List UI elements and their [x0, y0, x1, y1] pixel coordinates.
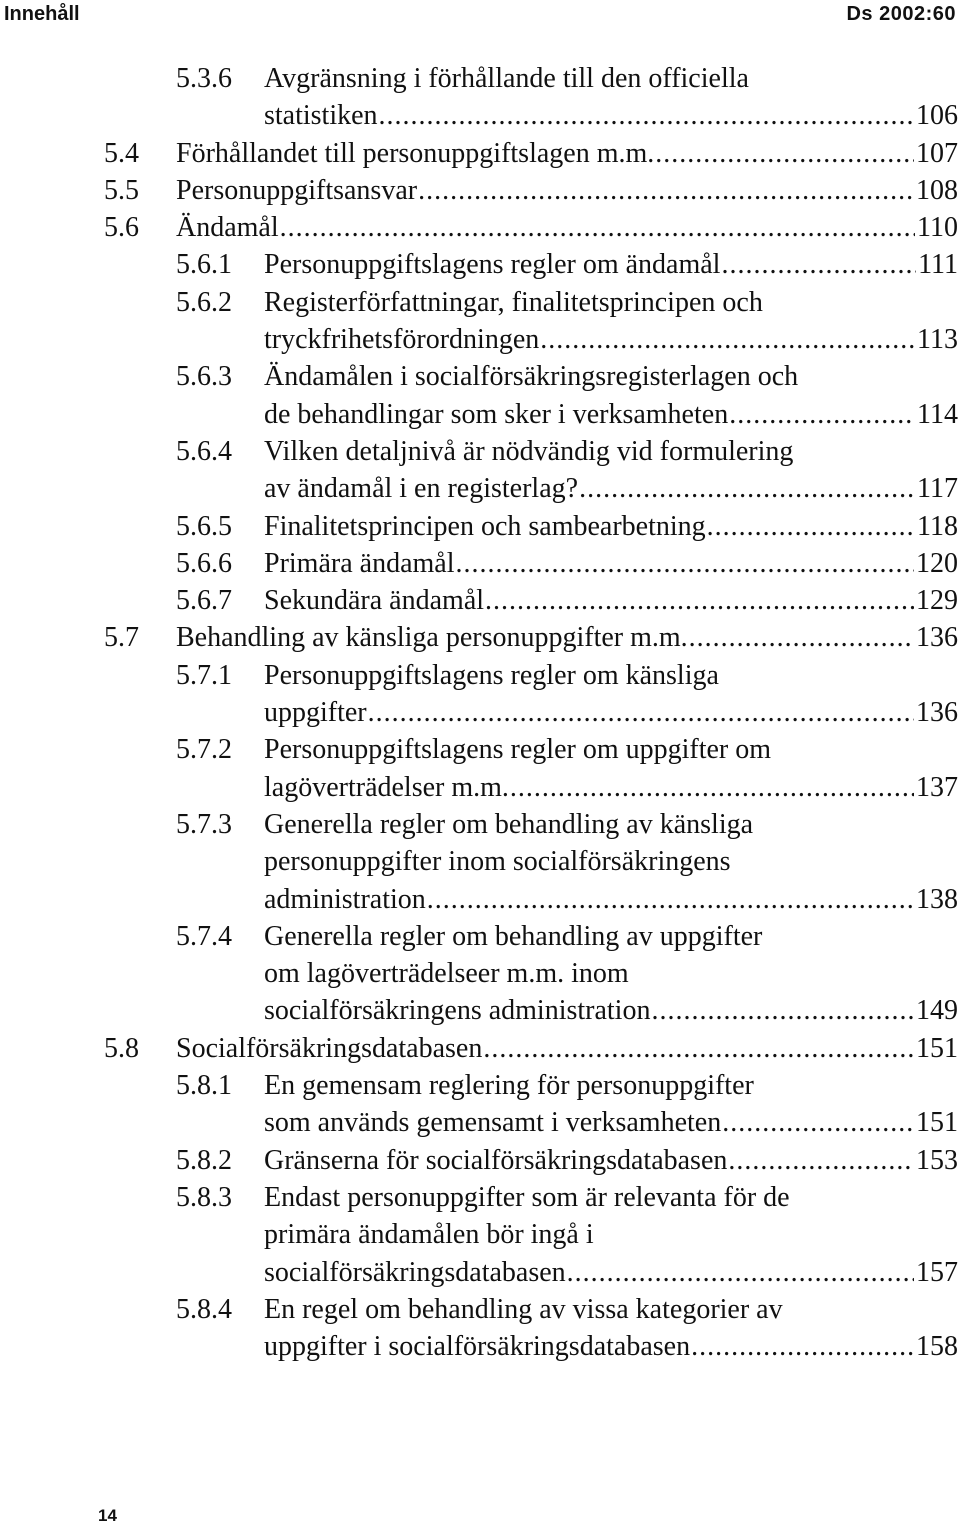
- toc-entry: [0, 508, 960, 545]
- toc-entry-title: Primära ändamål: [264, 547, 455, 579]
- section-label: Innehåll: [4, 3, 80, 25]
- toc-entry-page: 157: [916, 1256, 958, 1288]
- table-of-contents: [0, 60, 960, 1365]
- toc-entry-number: 5.6.2: [176, 286, 232, 318]
- dot-leader: [485, 582, 914, 619]
- toc-entry-number: 5.7.3: [176, 808, 232, 840]
- toc-entry-title: Personuppgiftsansvar: [176, 174, 418, 206]
- toc-entry: [0, 1179, 960, 1291]
- toc-entry: [0, 806, 960, 918]
- toc-entry-number: 5.6.6: [176, 547, 232, 579]
- toc-entry-title: de behandlingar som sker i verksamheten: [264, 398, 729, 430]
- toc-entry-title: Sekundära ändamål: [264, 585, 485, 617]
- toc-entry-title: Vilken detaljnivå är nödvändig vid formulering: [264, 435, 794, 467]
- toc-entry-page: 151: [916, 1032, 958, 1064]
- toc-entry: [0, 172, 960, 209]
- toc-entry-title: Generella regler om behandling av känsliga: [264, 808, 754, 840]
- toc-entry-title: socialförsäkringens administration: [264, 995, 651, 1027]
- toc-entry: [0, 1030, 960, 1067]
- toc-entry-number: 5.7.2: [176, 734, 232, 766]
- toc-entry-page: 158: [916, 1331, 958, 1363]
- dot-leader: [655, 135, 914, 172]
- toc-entry-page: 136: [916, 622, 958, 654]
- toc-entry-title: Personuppgiftslagens regler om ändamål: [264, 249, 721, 281]
- toc-entry-number: 5.8: [104, 1032, 139, 1064]
- toc-entry-title: En regel om behandling av vissa kategorier av: [264, 1293, 783, 1325]
- toc-entry: [0, 1142, 960, 1179]
- document-id: Ds 2002:60: [846, 3, 956, 25]
- toc-entry: [0, 545, 960, 582]
- toc-entry-page: 111: [918, 249, 958, 281]
- toc-entry-page: 108: [916, 174, 958, 206]
- toc-entry: [0, 1067, 960, 1142]
- toc-entry-page: 113: [917, 324, 958, 356]
- toc-entry-title: som används gemensamt i verksamheten: [264, 1107, 722, 1139]
- dot-leader: [707, 508, 915, 545]
- toc-entry-title: Gränserna för socialförsäkringsdatabasen: [264, 1144, 728, 1176]
- toc-entry-number: 5.6.1: [176, 249, 232, 281]
- toc-entry-page: 153: [916, 1144, 958, 1176]
- toc-entry-page: 117: [917, 473, 958, 505]
- toc-entry-title: Endast personuppgifter som är relevanta för de: [264, 1181, 790, 1213]
- toc-entry-title: Ändamål: [176, 212, 279, 244]
- toc-entry: [0, 284, 960, 359]
- toc-entry-title: om lagöverträdelseer m.m. inom: [264, 958, 629, 990]
- toc-entry-number: 5.6: [104, 212, 139, 244]
- dot-leader: [728, 1142, 914, 1179]
- toc-entry-title: Finalitetsprincipen och sambearbetning: [264, 510, 706, 542]
- toc-entry-title: Förhållandet till personuppgiftslagen m.m.: [176, 137, 655, 169]
- toc-entry: [0, 657, 960, 732]
- dot-leader: [689, 619, 914, 656]
- toc-entry-page: 129: [916, 585, 958, 617]
- dot-leader: [729, 396, 915, 433]
- toc-entry-title: Registerförfattningar, finalitetsprincipen och: [264, 286, 763, 318]
- toc-entry-title: uppgifter i socialförsäkringsdatabasen: [264, 1331, 691, 1363]
- toc-entry: [0, 731, 960, 806]
- toc-entry-page: 114: [917, 398, 958, 430]
- dot-leader: [722, 1104, 914, 1141]
- dot-leader: [368, 694, 914, 731]
- toc-entry-number: 5.8.1: [176, 1070, 232, 1102]
- toc-entry-title: Socialförsäkringsdatabasen: [176, 1032, 483, 1064]
- toc-entry: [0, 619, 960, 656]
- toc-entry: [0, 358, 960, 433]
- toc-entry-title: Personuppgiftslagens regler om känsliga: [264, 659, 719, 691]
- toc-entry: [0, 1291, 960, 1366]
- toc-entry-number: 5.8.3: [176, 1181, 232, 1213]
- toc-entry: [0, 135, 960, 172]
- toc-entry-title: personuppgifter inom socialförsäkringens: [264, 846, 731, 878]
- toc-entry: [0, 582, 960, 619]
- toc-entry-number: 5.6.4: [176, 435, 232, 467]
- toc-entry-page: 107: [916, 137, 958, 169]
- toc-entry-title: Behandling av känsliga personuppgifter m.m.: [176, 622, 688, 654]
- toc-entry-title: tryckfrihetsförordningen: [264, 324, 540, 356]
- toc-entry-number: 5.7.1: [176, 659, 232, 691]
- toc-entry-number: 5.8.2: [176, 1144, 232, 1176]
- toc-entry-title: lagöverträdelser m.m.: [264, 771, 509, 803]
- toc-entry-number: 5.4: [104, 137, 139, 169]
- toc-entry-page: 137: [916, 771, 958, 803]
- dot-leader: [483, 1030, 914, 1067]
- dot-leader: [427, 881, 914, 918]
- dot-leader: [510, 769, 914, 806]
- toc-entry-title: primära ändamålen bör ingå i: [264, 1219, 594, 1251]
- toc-entry-page: 151: [916, 1107, 958, 1139]
- toc-entry-page: 149: [916, 995, 958, 1027]
- toc-entry-title: Personuppgiftslagens regler om uppgifter om: [264, 734, 772, 766]
- toc-entry-title: Ändamålen i socialförsäkringsregisterlagen och: [264, 361, 799, 393]
- dot-leader: [455, 545, 914, 582]
- toc-entry-number: 5.8.4: [176, 1293, 232, 1325]
- toc-entry-title: administration: [264, 883, 426, 915]
- toc-entry-number: 5.6.5: [176, 510, 232, 542]
- toc-entry: [0, 246, 960, 283]
- toc-entry-number: 5.5: [104, 174, 139, 206]
- dot-leader: [651, 992, 914, 1029]
- page-number: 14: [98, 1506, 117, 1525]
- toc-entry: [0, 433, 960, 508]
- dot-leader: [280, 209, 915, 246]
- toc-entry-title: statistiken: [264, 100, 378, 132]
- toc-entry-page: 106: [916, 100, 958, 132]
- toc-entry-page: 120: [916, 547, 958, 579]
- toc-entry: [0, 209, 960, 246]
- toc-entry-title: uppgifter: [264, 697, 367, 729]
- toc-entry-page: 118: [917, 510, 958, 542]
- dot-leader: [579, 470, 915, 507]
- dot-leader: [721, 246, 916, 283]
- toc-entry: [0, 918, 960, 1030]
- dot-leader: [691, 1328, 914, 1365]
- toc-entry-page: 138: [916, 883, 958, 915]
- dot-leader: [540, 321, 915, 358]
- toc-entry-number: 5.6.7: [176, 585, 232, 617]
- toc-entry-page: 136: [916, 697, 958, 729]
- page-header: [0, 0, 960, 32]
- toc-entry-page: 110: [917, 212, 958, 244]
- toc-entry-title: av ändamål i en registerlag?: [264, 473, 579, 505]
- dot-leader: [418, 172, 914, 209]
- toc-entry-title: socialförsäkringsdatabasen: [264, 1256, 566, 1288]
- toc-entry-title: En gemensam reglering för personuppgifter: [264, 1070, 754, 1102]
- dot-leader: [379, 97, 914, 134]
- dot-leader: [567, 1254, 914, 1291]
- toc-entry-title: Avgränsning i förhållande till den officiella: [264, 63, 749, 94]
- toc-entry-number: 5.7.4: [176, 920, 232, 952]
- toc-entry-number: 5.3.6: [176, 63, 232, 94]
- toc-entry-title: Generella regler om behandling av uppgifter: [264, 920, 763, 952]
- toc-entry-number: 5.7: [104, 622, 139, 654]
- toc-entry-number: 5.6.3: [176, 361, 232, 393]
- toc-entry: [0, 60, 960, 135]
